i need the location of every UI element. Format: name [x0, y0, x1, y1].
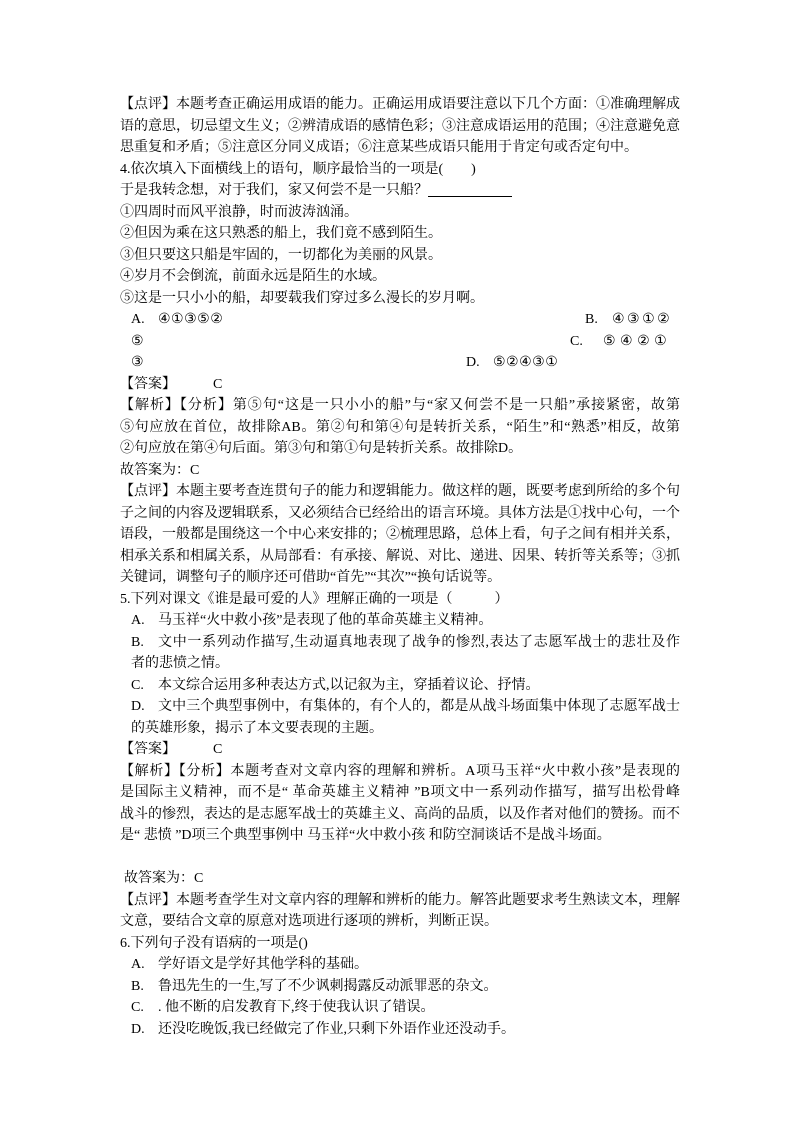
- q4-context-text: 于是我转念想，对于我们，家又何尝不是一只船？: [120, 183, 428, 198]
- q4-option-a-text: ④①③⑤②: [158, 312, 224, 327]
- q4-option-d-text: ⑤②④③①: [493, 355, 559, 370]
- q4-answer: [120, 374, 680, 396]
- q6-stem: 6.下列句子没有语病的一项是(): [120, 935, 308, 951]
- q5-review-line: 文意，要结合文章的原意对选项进行逐项的辨析，判断正误。: [120, 914, 498, 929]
- q5-analysis-line: 是国际主义精神，而不是“ 革命英雄主义精神 ”B项文中一系列动作描写，描写出松骨峰: [120, 785, 680, 800]
- option-text: 还没吃晚饭,我已经做完了作业,只剩下外语作业还没动手。: [158, 1021, 515, 1037]
- q4-option-c-label: C.: [570, 333, 583, 349]
- q4-options-row-1: [120, 309, 680, 331]
- option-label: C.: [131, 677, 144, 693]
- q6-option-b: [120, 976, 680, 998]
- q4-context: [120, 180, 680, 202]
- q3-review-line: 【点评】本题考查正确运用成语的能力。正确运用成语要注意以下几个方面：①准确理解成: [120, 97, 680, 112]
- q4-options-row-3: [120, 352, 680, 374]
- answer-value: C: [213, 376, 223, 392]
- q3-review-line: 思重复和矛盾；⑤注意区分同义成语；⑥注意某些成语只能用于肯定句或否定句中。: [120, 140, 638, 155]
- q5-option-b-continued: 者的悲愤之情。: [131, 656, 229, 671]
- q4-review-line: 语段，一般都是围绕这一个中心来安排的；②梳理思路，总体上看，句子之间有相并关系，: [120, 527, 680, 542]
- q5-stem: 5.下列对课文《谁是最可爱的人》理解正确的一项是（ ）: [120, 591, 509, 607]
- q4-sentence: ③但只要这只船是牢固的，一切都化为美丽的风景。: [120, 247, 442, 263]
- q5-option-c: [120, 675, 680, 697]
- blank-line: [120, 847, 680, 869]
- option-text: 文中三个典型事例中，有集体的，有个人的，都是从战斗场面集中体现了志愿军战士: [158, 699, 680, 714]
- q5-option-b: [120, 632, 680, 654]
- q4-option-c-wrap: ③: [131, 355, 144, 370]
- q4-conclusion: 故答案为：C: [120, 462, 200, 478]
- q4-review-line: 关键词，调整句子的顺序还可借助“首先”“其次”“换句话说等。: [120, 570, 502, 585]
- document-content: [120, 94, 680, 1040]
- option-label: D.: [131, 699, 145, 714]
- q5-analysis-line: 【解析】【分析】本题考查对文章内容的理解和辨析。A项马玉祥“火中救小孩”是表现的: [120, 763, 680, 779]
- q4-options-row-2: [120, 331, 680, 353]
- q4-option-b-label: B.: [585, 312, 598, 327]
- q4-review-line: 相承关系和相属关系，从局部看：有承接、解说、对比、递进、因果、转折等关系等；③抓: [120, 548, 680, 564]
- q4-sentence: ④岁月不会倒流，前面永远是陌生的水域。: [120, 269, 386, 284]
- q5-analysis-line: 战斗的惨烈，表达的是志愿军战士的英雄主义、高尚的品质，以及作者对他们的赞扬。而不: [120, 806, 680, 822]
- option-label: B.: [131, 978, 144, 994]
- option-label: A.: [131, 957, 145, 972]
- q5-option-d-continued: 的英雄形象，揭示了本文要表现的主题。: [131, 720, 383, 736]
- q4-analysis-line: 【解析】【分析】第⑤句“这是一只小小的船”与“家又何尝不是一只船”承接紧密，故第: [120, 398, 680, 413]
- q4-review-line: 【点评】本题主要考查连贯句子的能力和逻辑能力。做这样的题，既要考虑到所给的多个句: [120, 484, 680, 499]
- fill-in-blank-line: [428, 182, 512, 197]
- q4-stem: 4.依次填入下面横线上的语句，顺序最恰当的一项是( ): [120, 161, 476, 177]
- option-text: . 他不断的启发教育下,终于使我认识了错误。: [158, 1000, 435, 1015]
- q4-option-c-text: ⑤④②①: [603, 333, 672, 349]
- option-label: B.: [131, 634, 144, 650]
- q3-review-line: 语的意思，切忌望文生义；②辨清成语的感情色彩；③注意成语运用的范围；④注意避免意: [120, 118, 680, 134]
- answer-label: 【答案】: [120, 742, 176, 757]
- q6-option-c: [120, 997, 680, 1019]
- q5-option-d: [120, 696, 680, 718]
- option-text: 马玉祥“火中救小孩”是表现了他的革命英雄主义精神。: [158, 613, 493, 628]
- q4-review-line: 子之间的内容及逻辑联系，又必须结合已经给出的语言环境。具体方法是①找中心句，一个: [120, 505, 680, 521]
- option-text: 文中一系列动作描写,生动逼真地表现了战争的惨烈,表达了志愿军战士的悲壮及作: [158, 634, 680, 650]
- option-label: A.: [131, 613, 145, 628]
- option-text: 本文综合运用多种表达方式,以记叙为主，穿插着议论、抒情。: [158, 677, 540, 693]
- answer-value: C: [213, 742, 223, 757]
- q4-option-b-text: ④③①②: [612, 312, 673, 327]
- q5-option-a: [120, 610, 680, 632]
- q4-sentence: ①四周时而风平浪静，时而波涛汹涌。: [120, 204, 358, 220]
- q4-analysis-line: ⑤句应放在首位，故排除AB。第②句和第④句是转折关系，“陌生”和“熟悉”相反，故第: [120, 419, 680, 435]
- q5-analysis-line: 是“ 悲愤 ”D项三个典型事例中 马玉祥“火中救小孩 和防空洞谈话不是战斗场面。: [120, 828, 611, 843]
- q4-option-b-wrap: ⑤: [131, 333, 144, 349]
- q4-option-d-label: D.: [466, 355, 480, 370]
- q4-option-a-label: A.: [131, 312, 145, 327]
- option-text: 鲁迅先生的一生,写了不少讽刺揭露反动派罪恶的杂文。: [158, 978, 498, 994]
- option-label: C.: [131, 1000, 144, 1015]
- q5-review-line: 【点评】本题考查学生对文章内容的理解和辨析的能力。解答此题要求考生熟读文本，理解: [120, 892, 680, 908]
- answer-label: 【答案】: [120, 376, 176, 392]
- q4-analysis-line: ②句应放在第④句后面。第③句和第①句是转折关系。故排除D。: [120, 441, 523, 456]
- option-label: D.: [131, 1021, 145, 1037]
- q5-conclusion: 故答案为：C: [124, 871, 204, 886]
- q5-answer: [120, 739, 680, 761]
- option-text: 学好语文是学好其他学科的基础。: [158, 957, 368, 972]
- q4-sentence: ②但因为乘在这只熟悉的船上，我们竟不感到陌生。: [120, 226, 442, 241]
- q4-sentence: ⑤这是一只小小的船，却要载我们穿过多么漫长的岁月啊。: [120, 290, 484, 306]
- q6-option-d: [120, 1019, 680, 1041]
- q6-option-a: [120, 954, 680, 976]
